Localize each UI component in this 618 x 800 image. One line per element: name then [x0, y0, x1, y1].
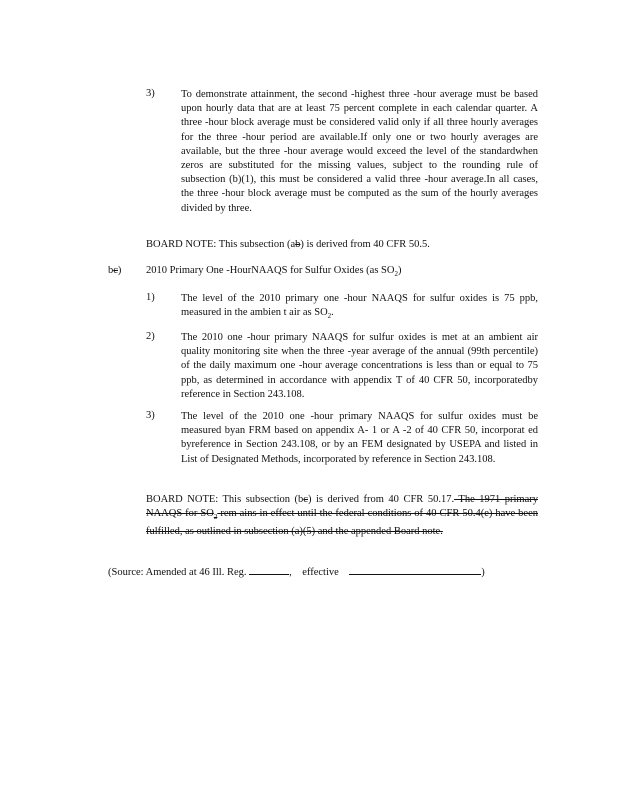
- subscript: 2: [327, 312, 332, 321]
- section-label-new: b: [108, 265, 114, 276]
- deleted-text: c: [303, 494, 308, 505]
- section-label: [108, 265, 121, 276]
- board-note-suffix: ) is derived from 40 CFR 50.5.: [300, 239, 430, 250]
- section-label-old: c: [113, 265, 118, 276]
- item-text-end: .: [331, 307, 334, 319]
- source-line: [108, 563, 485, 578]
- blank-line: [249, 563, 289, 575]
- section-title-text: 2010 Primary One -HourNAAQS for Sulfur Oxides (as SO: [146, 265, 395, 276]
- item-number: 2): [146, 331, 155, 342]
- board-note-prefix: BOARD NOTE: This subsection (b: [146, 494, 304, 505]
- blank-line: [349, 563, 481, 575]
- source-prefix: (Source: Amended at 46 Ill. Reg.: [108, 567, 247, 578]
- item-text: The level of the 2010 one -hour primary NAAQS for sulfur oxides must be measured byan FRM based on appendix A- 1 or A -2 of 40 CFR 50, incorporat ed byreference in Section 243.108, or by an FEM designated by USEPA and listed in List of Designated Methods, incorporated by reference in Section 243.108.: [181, 411, 538, 465]
- board-note: [146, 493, 538, 539]
- item-number: 1): [146, 292, 155, 303]
- section-title-end: ): [397, 265, 402, 276]
- source-separator: ,: [289, 567, 292, 578]
- deleted-text: The 1971 primary NAAQS for SO: [146, 494, 539, 520]
- item-number: 3): [146, 410, 155, 421]
- item-text: The 2010 one -hour primary NAAQS for sulfur oxides is met at an ambient air quality monitoring site when the three -year average of the annual (99th percentile) of the daily maximum one -hour average concentrations is less than or equal to 75 ppb, as determined in accordance with appendix T of 40 CFR 50, incorporatedby reference in Section 243.108.: [181, 332, 538, 400]
- item-text: [181, 292, 538, 324]
- deleted-text: b: [295, 239, 301, 250]
- source-effective: effective: [302, 567, 339, 578]
- item-text-body: The level of the 2010 primary one -hour NAAQS for sulfur oxides is 75 ppb, measured in the ambien t air as SO: [181, 293, 538, 319]
- item-text: To demonstrate attainment, the second -highest three -hour average must be based upon hourly data that are at least 75 percent complete in each calendar quarter. A three -hour block average must be considered valid only if all three hourly averages for the three -hour period are available.If only one or two hourly averages are available, but the three -hour average would exceed the level of the standardwhen zeros are substituted for the missing values, subject to the rounding rule of subsection (b)(1), this must be considered a valid three -hour average.In all cases, the three -hour block average must be computed as the sum of the hourly averages divided by three.: [181, 89, 538, 214]
- item-number: 3): [146, 88, 155, 99]
- subscript: 2: [394, 270, 398, 279]
- deleted-text: rem ains in effect until the federal conditions of 40 CFR 50.4(e) have been fulfilled, as outlined in subsection (a)(5) and the appended Board note.: [146, 508, 539, 537]
- section-title: [146, 265, 401, 278]
- board-note-prefix: BOARD NOTE: This subsection (a: [146, 239, 296, 250]
- source-close: ): [481, 567, 485, 578]
- board-note: [146, 238, 538, 252]
- board-note-middle: ) is derived from 40 CFR 50.17.: [307, 494, 455, 505]
- subscript: 2: [213, 513, 218, 522]
- section-label-close: ): [117, 265, 122, 276]
